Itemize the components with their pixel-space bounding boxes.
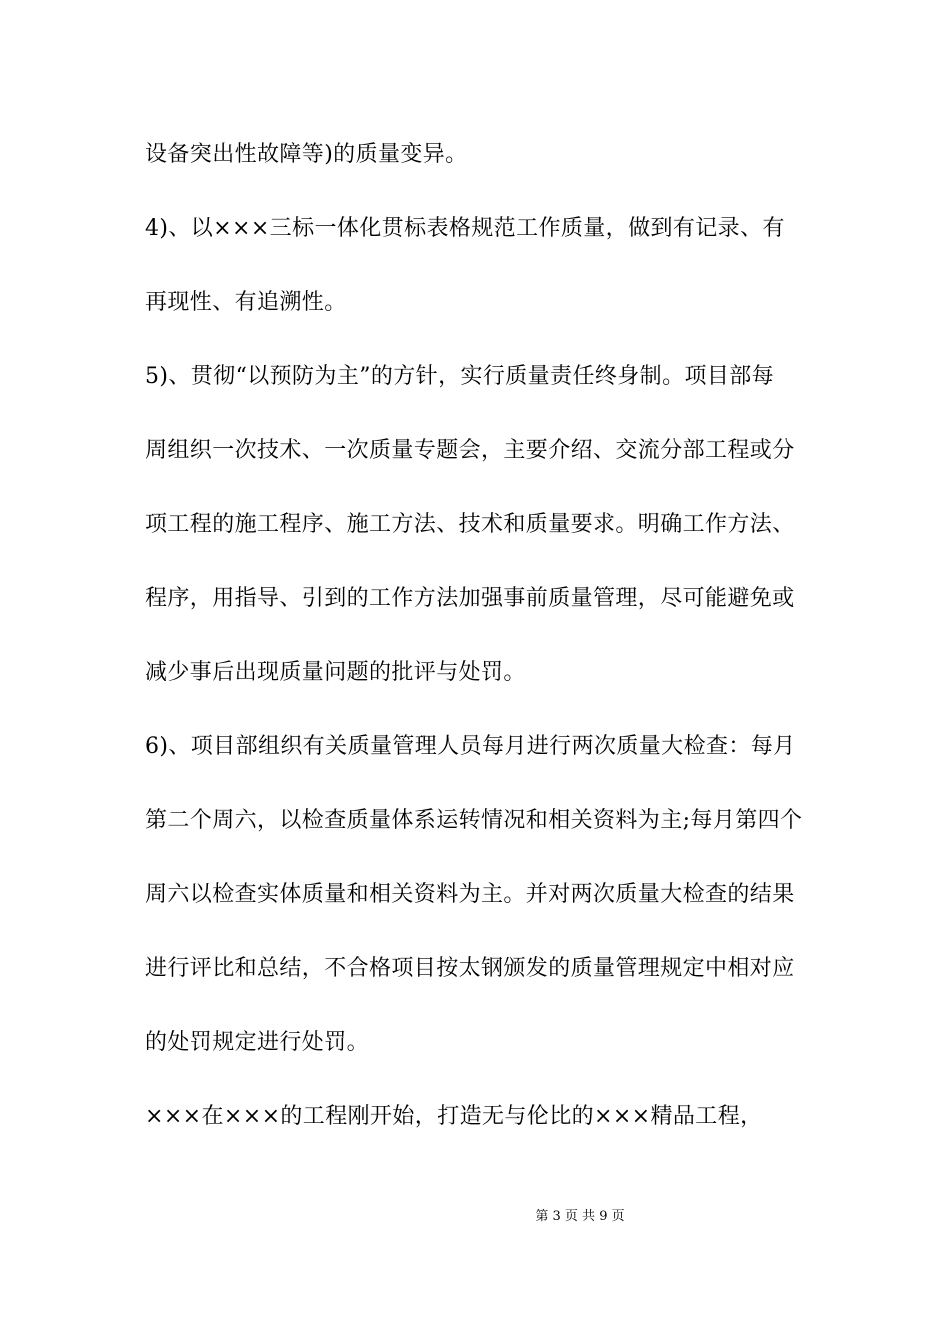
- paragraph-line: 再现性、有追溯性。: [145, 290, 347, 315]
- paragraph-line: 设备突出性故障等)的质量变异。: [145, 142, 468, 167]
- paragraph-line: 第二个周六，以检查质量体系运转情况和相关资料为主;每月第四个: [145, 808, 803, 833]
- paragraph-line: 减少事后出现质量问题的批评与处罚。: [145, 660, 526, 685]
- paragraph-line: 项工程的施工程序、施工方法、技术和质量要求。明确工作方法、: [145, 512, 795, 537]
- page-number-footer: 第 3 页 共 9 页: [535, 1209, 625, 1224]
- paragraph-line: 进行评比和总结，不合格项目按太钢颁发的质量管理规定中相对应: [145, 956, 795, 981]
- paragraph-line: ×××在×××的工程刚开始，打造无与伦比的×××精品工程，: [145, 1104, 763, 1129]
- paragraph-line: 的处罚规定进行处罚。: [145, 1030, 370, 1055]
- paragraph-line: 5)、贯彻“以预防为主”的方针，实行质量责任终身制。项目部每: [145, 364, 775, 389]
- paragraph-line: 程序，用指导、引到的工作方法加强事前质量管理，尽可能避免或: [145, 586, 795, 611]
- paragraph-line: 周组织一次技术、一次质量专题会，主要介绍、交流分部工程或分: [145, 438, 795, 463]
- paragraph-line: 4)、以×××三标一体化贯标表格规范工作质量，做到有记录、有: [145, 216, 785, 241]
- paragraph-line: 周六以检查实体质量和相关资料为主。并对两次质量大检查的结果: [145, 882, 795, 907]
- paragraph-line: 6)、项目部组织有关质量管理人员每月进行两次质量大检查：每月: [145, 734, 796, 759]
